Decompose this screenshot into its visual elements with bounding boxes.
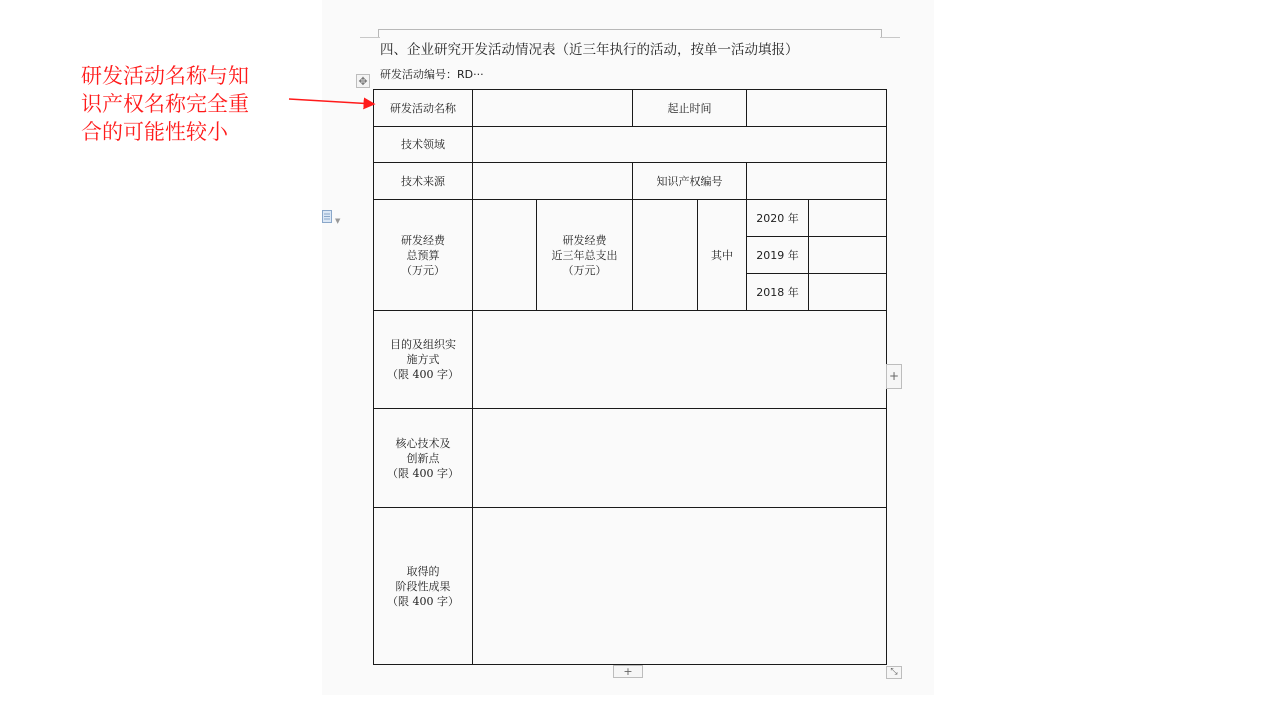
ip-number-field[interactable]: [747, 163, 887, 200]
paste-options-icon[interactable]: [322, 210, 346, 226]
table-row: [374, 90, 887, 127]
purpose-label-line: 目的及组织实: [390, 338, 456, 351]
add-row-button[interactable]: +: [613, 665, 643, 678]
core-tech-field[interactable]: [473, 409, 887, 508]
purpose-field[interactable]: [473, 311, 887, 409]
total-budget-label-line: （万元）: [401, 263, 445, 277]
total-spent-field[interactable]: [633, 200, 698, 311]
section-title: 四、企业研究开发活动情况表（近三年执行的活动，按单一活动填报）: [380, 42, 799, 58]
total-spent-label-line: （万元）: [562, 263, 607, 277]
total-spent-label-line: 近三年总支出: [551, 248, 618, 262]
annotation-line: 识产权名称完全重: [81, 92, 249, 116]
margin-mark-right: [880, 37, 900, 38]
core-tech-label-line: 核心技术及: [395, 436, 451, 450]
total-budget-label: [374, 200, 473, 311]
year-2019-label: 2019 年: [747, 237, 809, 274]
activity-name-field[interactable]: [473, 90, 633, 127]
start-end-time-field[interactable]: [747, 90, 887, 127]
table-move-handle-icon[interactable]: ✥: [356, 74, 370, 88]
of-which-label: 其中: [698, 200, 747, 311]
tech-source-field[interactable]: [473, 163, 633, 200]
year-2018-label: 2018 年: [747, 274, 809, 311]
start-end-time-label: 起止时间: [633, 90, 747, 127]
achievements-field[interactable]: [473, 508, 887, 665]
table-row: [374, 409, 887, 508]
table-row: [374, 163, 887, 200]
achievements-label-line: 阶段性成果: [395, 579, 451, 593]
core-tech-label: [374, 409, 473, 508]
page-top-edge: [378, 29, 882, 38]
core-tech-label-line: 创新点: [406, 451, 440, 465]
total-budget-field[interactable]: [473, 200, 537, 311]
total-spent-label-line: 研发经费: [562, 233, 607, 247]
add-column-button[interactable]: +: [886, 364, 902, 389]
achievements-label-line: 取得的: [406, 564, 440, 578]
rd-number-label: 研发活动编号：RD···: [380, 68, 484, 81]
total-budget-label-line: 总预算: [406, 248, 440, 262]
table-row: [374, 200, 887, 237]
annotation-line: 研发活动名称与知: [81, 64, 249, 88]
annotation-note: [81, 62, 281, 146]
tech-source-label: 技术来源: [374, 163, 473, 200]
year-2020-field[interactable]: [809, 200, 887, 237]
chevron-down-icon: ▼: [335, 217, 341, 225]
ip-number-label: 知识产权编号: [633, 163, 747, 200]
total-budget-label-line: 研发经费: [401, 233, 445, 247]
document-icon: [322, 210, 333, 223]
purpose-label-line: 施方式: [406, 353, 440, 366]
tech-field-field[interactable]: [473, 127, 887, 163]
achievements-label-line: （限 400 字）: [387, 594, 459, 608]
activity-name-label: 研发活动名称: [374, 90, 473, 127]
tech-field-label: 技术领域: [374, 127, 473, 163]
purpose-label: [374, 311, 473, 409]
annotation-line: 合的可能性较小: [81, 120, 228, 144]
year-2019-field[interactable]: [809, 237, 887, 274]
table-resize-handle-icon[interactable]: ⤡: [886, 666, 902, 679]
year-2020-label: 2020 年: [747, 200, 809, 237]
total-spent-label: [537, 200, 633, 311]
core-tech-label-line: （限 400 字）: [387, 466, 459, 480]
achievements-label: [374, 508, 473, 665]
table-row: [374, 127, 887, 163]
margin-mark-left: [360, 37, 380, 38]
table-row: [374, 508, 887, 665]
purpose-label-line: （限 400 字）: [387, 368, 459, 381]
rd-activity-table: [373, 89, 887, 665]
year-2018-field[interactable]: [809, 274, 887, 311]
table-row: [374, 311, 887, 409]
